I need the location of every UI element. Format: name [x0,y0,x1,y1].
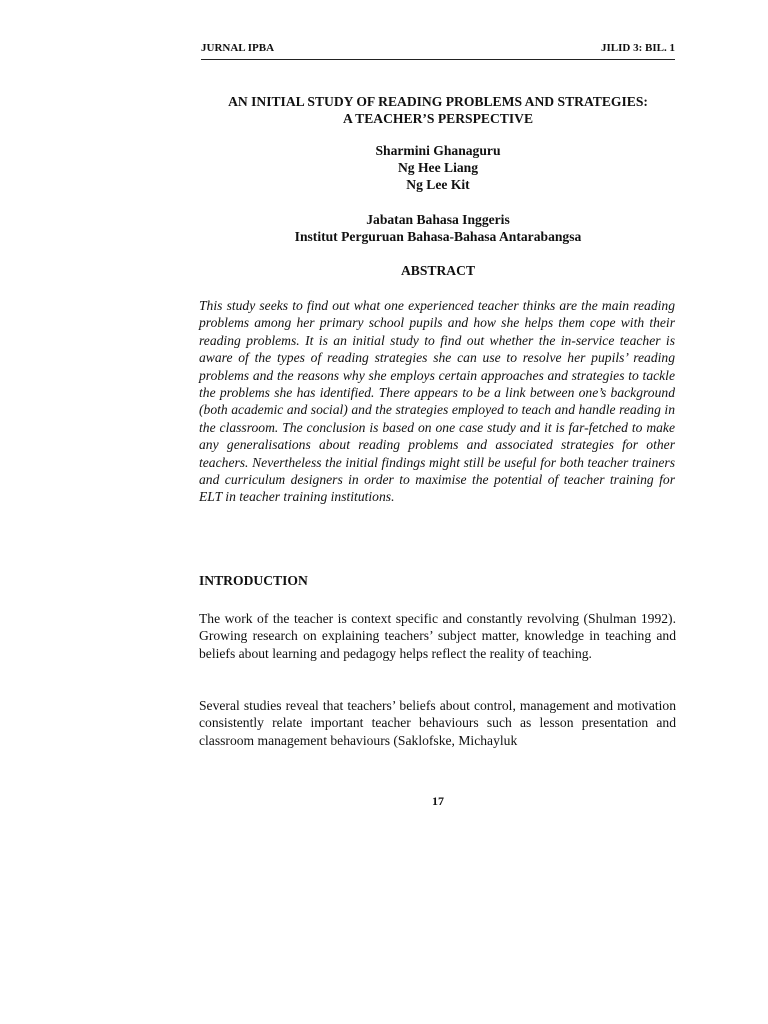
journal-name: JURNAL IPBA [201,42,275,54]
author-name: Sharmini Ghanaguru [375,143,501,158]
author-name: Ng Lee Kit [406,177,470,192]
running-header [201,42,675,60]
institution: Institut Perguruan Bahasa-Bahasa Antarabangsa [294,229,582,244]
section-heading-introduction: INTRODUCTION [199,573,308,588]
page-number: 17 [432,794,444,808]
affiliation [201,211,675,245]
department: Jabatan Bahasa Inggeris [366,212,510,227]
author-name: Ng Hee Liang [397,160,479,175]
volume-issue: JILID 3: BIL. 1 [601,42,675,54]
abstract-heading: ABSTRACT [400,263,476,278]
author-list [201,142,675,193]
abstract-text: This study seeks to find out what one experienced teacher thinks are the main reading problems among her primary school pupils and how she helps them cope with their reading problems. It is an initial study to find out whether the in-service teacher is aware of the types of reading strategies she can use to resolve her pupils’ reading problems and the reasons why she employs certain approaches and strategies to tackle the problems she has identified. There appears to be a link between one’s background (both academic and social) and the strategies employed to teach and handle reading in the classroom. The conclusion is based on one case study and it is far-fetched to make any generalisations about reading problems and associated strategies for other teachers. Nevertheless the initial findings might still be useful for both teacher trainers and curriculum designers in order to maximise the potential of teacher training for ELT in teacher training institutions. [199,298,675,505]
title-line-1: AN INITIAL STUDY OF READING PROBLEMS AND STRATEGIES: [228,94,648,109]
paper-title [201,93,675,127]
body-paragraph: The work of the teacher is context specific and constantly revolving (Shulman 1992). Growing research on explaining teachers’ subject matter, knowledge in teaching and beliefs about learning and pedagogy helps reflect the reality of teaching. [199,611,676,661]
body-paragraph: Several studies reveal that teachers’ beliefs about control, management and motivation consistently relate important teacher behaviours such as lesson presentation and classroom management behaviours (Saklofske, Michayluk [199,698,676,748]
title-line-2: A TEACHER’S PERSPECTIVE [342,111,534,126]
